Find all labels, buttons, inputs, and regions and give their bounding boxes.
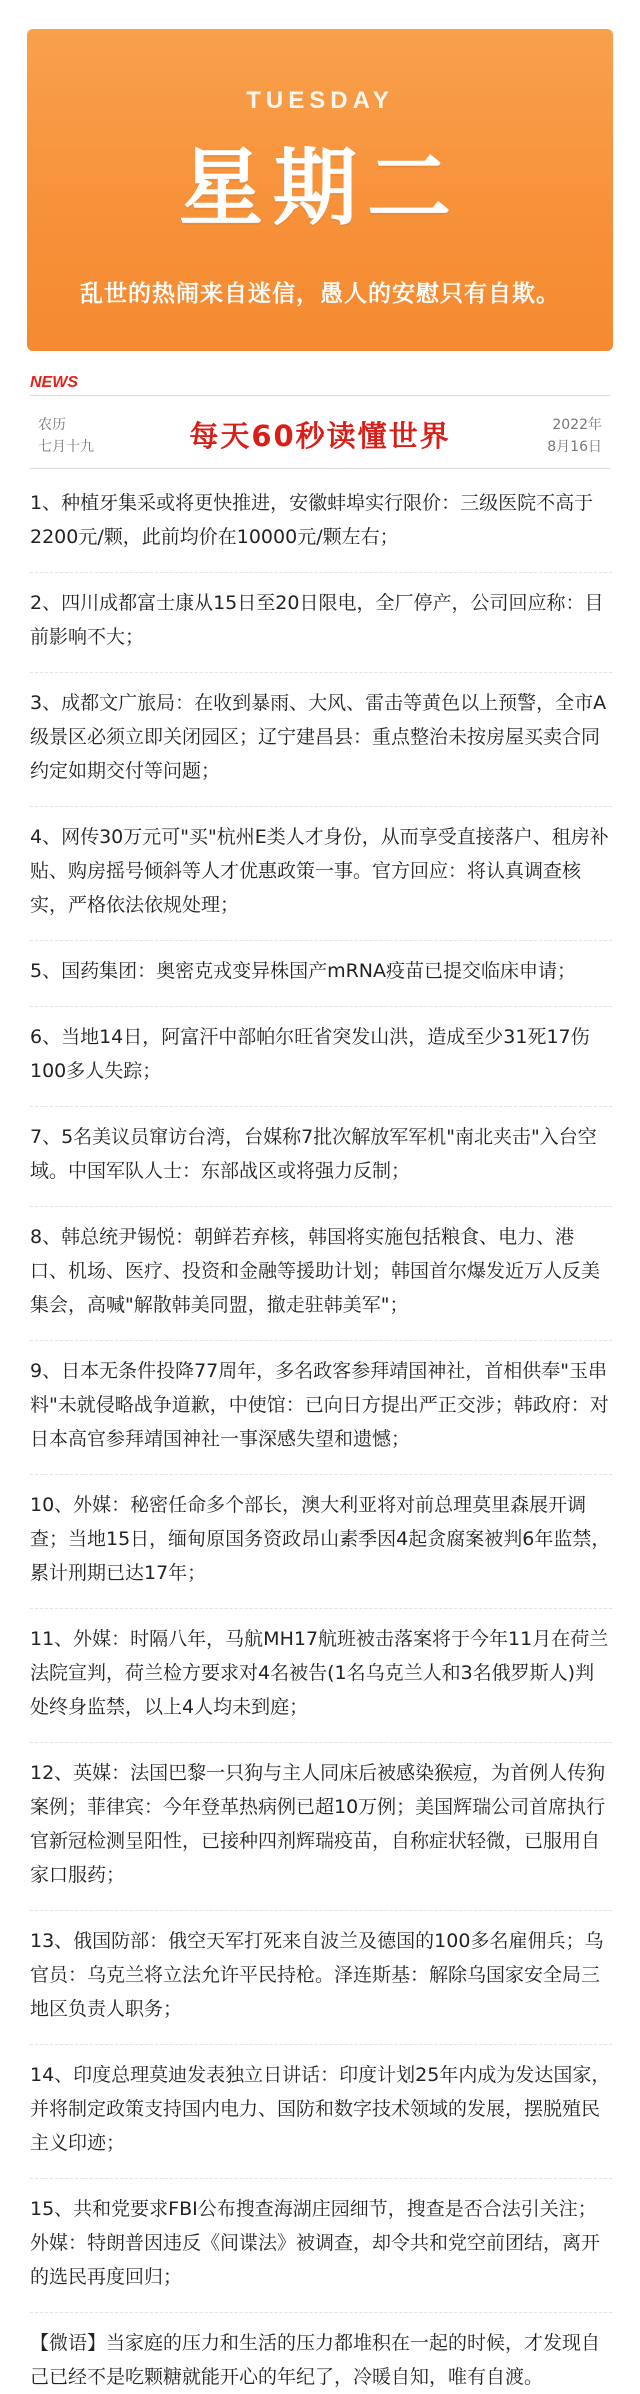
- lunar-date: 七月十九: [38, 439, 94, 455]
- news-item-8: 8、韩总统尹锡悦：朝鲜若弃核，韩国将实施包括粮食、电力、港口、机场、医疗、投资和金融等援助计划；韩国首尔爆发近万人反美集会，高喊"解散韩美同盟，撤走驻韩美军"；: [30, 1220, 612, 1341]
- weekday-english: TUESDAY: [246, 87, 394, 114]
- lunar-label: 农历: [38, 417, 66, 433]
- news-item-3: 3、成都文广旅局：在收到暴雨、大风、雷击等黄色以上预警，全市A级景区必须立即关闭园区；辽宁建昌县：重点整治未按房屋买卖合同约定如期交付等问题；: [30, 686, 612, 807]
- date-year: 2022年: [552, 417, 602, 433]
- news-item-5: 5、国药集团：奥密克戎变异株国产mRNA疫苗已提交临床申请；: [30, 954, 612, 1007]
- date-month-day: 8月16日: [547, 439, 602, 455]
- page-title: 每天60秒读懂世界: [189, 419, 451, 453]
- news-item-15: 15、共和党要求FBI公布搜查海湖庄园细节，搜查是否合法引关注；外媒：特朗普因违反《间谍法》被调查，却令共和党空前团结，离开的选民再度回归；: [30, 2192, 612, 2313]
- news-item-14: 14、印度总理莫迪发表独立日讲话：印度计划25年内成为发达国家，并将制定政策支持国内电力、国防和数字技术领域的发展，摆脱殖民主义印迹；: [30, 2058, 612, 2179]
- news-item-7: 7、5名美议员窜访台湾，台媒称7批次解放军军机"南北夹击"入台空域。中国军队人士：东部战区或将强力反制；: [30, 1120, 612, 1207]
- banner-motto: 乱世的热闹来自迷信，愚人的安慰只有自欺。: [80, 281, 560, 307]
- news-tag: NEWS: [30, 374, 78, 391]
- news-item-9: 9、日本无条件投降77周年，多名政客参拜靖国神社，首相供奉"玉串料"未就侵略战争道歉，中使馆：已向日方提出严正交涉；韩政府：对日本高官参拜靖国神社一事深感失望和遗憾；: [30, 1354, 612, 1475]
- closing-quote: 【微语】当家庭的压力和生活的压力都堆积在一起的时候，才发现自己已经不是吃颗糖就能开心的年纪了，冷暖自知，唯有自渡。: [30, 2332, 601, 2388]
- gregorian-date-block: [547, 414, 602, 458]
- news-item-2: 2、四川成都富士康从15日至20日限电，全厂停产，公司回应称：目前影响不大；: [30, 586, 612, 673]
- divider-bottom: [30, 468, 610, 469]
- weekday-chinese: 星期二: [178, 139, 461, 237]
- news-list: [30, 486, 612, 2394]
- divider-top: [30, 395, 610, 396]
- news-item-6: 6、当地14日，阿富汗中部帕尔旺省突发山洪，造成至少31死17伤100多人失踪；: [30, 1020, 612, 1107]
- news-item-10: 10、外媒：秘密任命多个部长，澳大利亚将对前总理莫里森展开调查；当地15日，缅甸原国务资政昂山素季因4起贪腐案被判6年监禁，累计刑期已达17年；: [30, 1488, 612, 1609]
- news-item-1: 1、种植牙集采或将更快推进，安徽蚌埠实行限价：三级医院不高于2200元/颗，此前均价在10000元/颗左右；: [30, 486, 612, 573]
- news-item-13: 13、俄国防部：俄空天军打死来自波兰及德国的100多名雇佣兵；乌官员：乌克兰将立法允许平民持枪。泽连斯基：解除乌国家安全局三地区负责人职务；: [30, 1924, 612, 2045]
- news-item-4: 4、网传30万元可"买"杭州E类人才身份，从而享受直接落户、租房补贴、购房摇号倾斜等人才优惠政策一事。官方回应：将认真调查核实，严格依法依规处理；: [30, 820, 612, 941]
- news-item-11: 11、外媒：时隔八年，马航MH17航班被击落案将于今年11月在荷兰法院宣判，荷兰检方要求对4名被告(1名乌克兰人和3名俄罗斯人)判处终身监禁，以上4人均未到庭；: [30, 1622, 612, 1743]
- header-banner: [27, 29, 613, 351]
- news-item-12: 12、英媒：法国巴黎一只狗与主人同床后被感染猴痘，为首例人传狗案例；菲律宾：今年登革热病例已超10万例；美国辉瑞公司首席执行官新冠检测呈阳性，已接种四剂辉瑞疫苗，自称症状轻微，已服用自家口服药；: [30, 1756, 612, 1911]
